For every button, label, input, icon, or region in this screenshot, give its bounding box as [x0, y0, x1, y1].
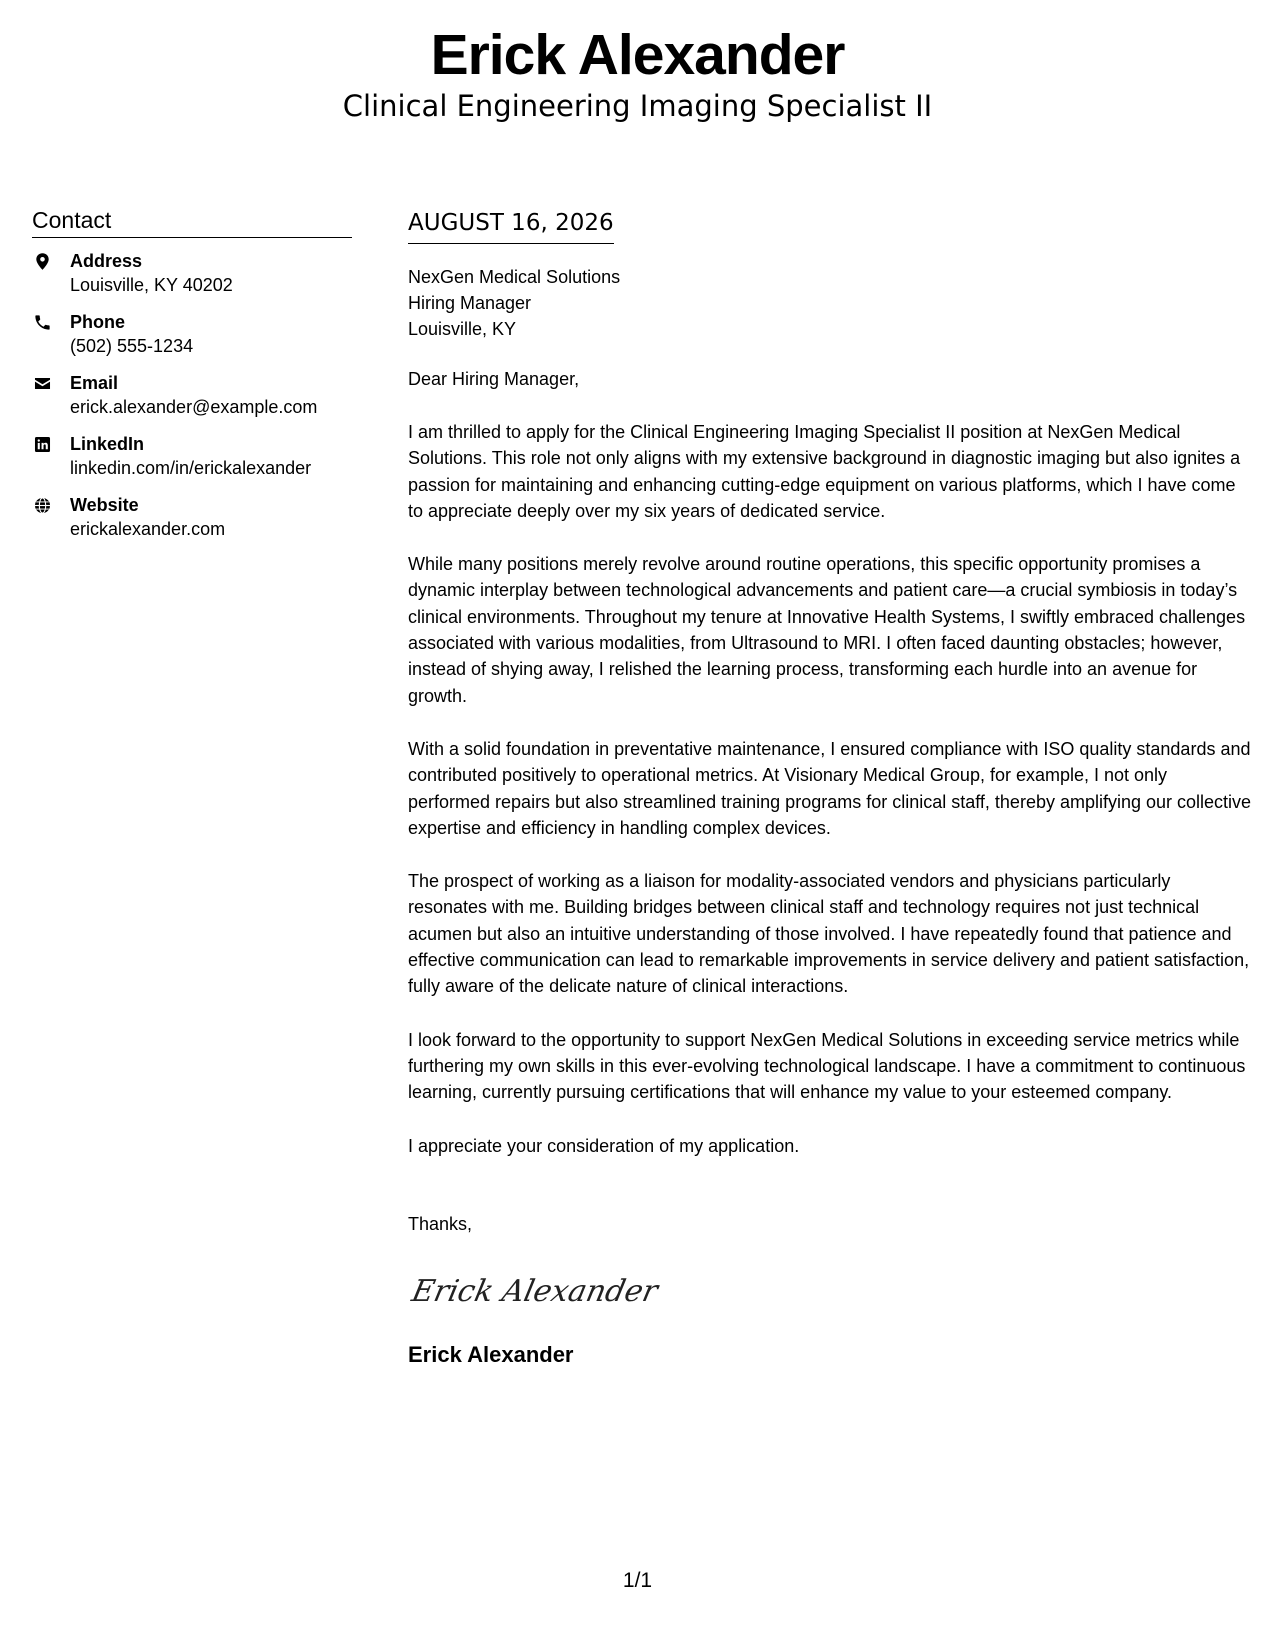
contact-item-website — [32, 493, 352, 541]
contact-value: erick.alexander@example.com — [70, 397, 318, 417]
handwritten-signature — [408, 1265, 1253, 1315]
contact-item-linkedin — [32, 432, 352, 480]
linkedin-icon — [32, 434, 52, 454]
contact-label: Email — [70, 373, 119, 393]
salutation: Dear Hiring Manager, — [408, 369, 580, 389]
phone-icon — [32, 312, 52, 332]
applicant-job-title: Clinical Engineering Imaging Specialist II — [342, 89, 933, 123]
contact-value: (502) 555-1234 — [70, 336, 194, 356]
letter-date: AUGUST 16, 2026 — [408, 208, 614, 244]
contact-item-email — [32, 371, 352, 419]
envelope-icon — [32, 373, 52, 393]
signature-text: Erick Alexander — [408, 1274, 661, 1309]
contact-value: Louisville, KY 40202 — [70, 275, 233, 295]
letter-paragraph: While many positions merely revolve around routine operations, this specific opportunity promises a dynamic interplay between technological advancements and patient care—a crucial symbiosis in today’s clinical environments. Throughout my tenure at Innovative Health Systems, I swiftly embraced challenges associated with various modalities, from Ultrasound to MRI. I often faced daunting obstacles; however, instead of shying away, I relished the learning process, transforming each hurdle into an avenue for growth. — [408, 554, 1246, 706]
contact-label: LinkedIn — [70, 434, 145, 454]
recipient-location: Louisville, KY — [408, 319, 517, 339]
contact-value: erickalexander.com — [70, 519, 226, 539]
recipient-block — [408, 264, 1253, 342]
letter-paragraph: I am thrilled to apply for the Clinical Engineering Imaging Specialist II position at NexGen Medical Solutions. This role not only aligns with my extensive background in diagnostic imaging but also ignites a passion for maintaining and enhancing cutting-edge equipment on various platforms, which I have come to appreciate deeply over my six years of dedicated service. — [408, 422, 1241, 521]
contact-label: Phone — [70, 312, 126, 332]
map-pin-icon — [32, 251, 52, 271]
contact-item-address — [32, 249, 352, 297]
recipient-title: Hiring Manager — [408, 293, 532, 313]
letter-paragraph: The prospect of working as a liaison for modality-associated vendors and physicians particularly resonates with me. Building bridges between clinical staff and technology requires not just technical acumen but also an intuitive understanding of those involved. I have repeatedly found that patience and effective communication can lead to remarkable improvements in service delivery and patient satisfaction, fully aware of the delicate nature of clinical interactions. — [408, 871, 1250, 997]
contact-label: Website — [70, 495, 139, 515]
closing: Thanks, — [408, 1213, 473, 1234]
contact-heading: Contact — [32, 206, 352, 238]
letter-paragraph: I look forward to the opportunity to support NexGen Medical Solutions in exceeding service metrics while furthering my own skills in this ever-evolving technological landscape. I have a commitment to continuous learning, currently pursuing certifications that will enhance my value to your esteemed company. — [408, 1029, 1246, 1103]
applicant-name: Erick Alexander — [430, 23, 845, 87]
contact-sidebar — [32, 206, 352, 554]
letter-paragraph: I appreciate your consideration of my application. — [408, 1135, 800, 1156]
globe-icon — [32, 495, 52, 515]
signed-name: Erick Alexander — [408, 1341, 574, 1367]
letter-header — [0, 22, 1275, 124]
page-number: 1/1 — [622, 1569, 653, 1592]
recipient-company: NexGen Medical Solutions — [408, 267, 621, 287]
contact-item-phone — [32, 310, 352, 358]
contact-value: linkedin.com/in/erickalexander — [70, 458, 312, 478]
letter-body — [408, 208, 1253, 1369]
letter-paragraph: With a solid foundation in preventative maintenance, I ensured compliance with ISO quality standards and contributed positively to operational metrics. At Visionary Medical Group, for example, I not only performed repairs but also streamlined training programs for clinical staff, thereby amplifying our collective expertise and efficiency in handling complex devices. — [408, 738, 1252, 838]
contact-label: Address — [70, 251, 143, 271]
